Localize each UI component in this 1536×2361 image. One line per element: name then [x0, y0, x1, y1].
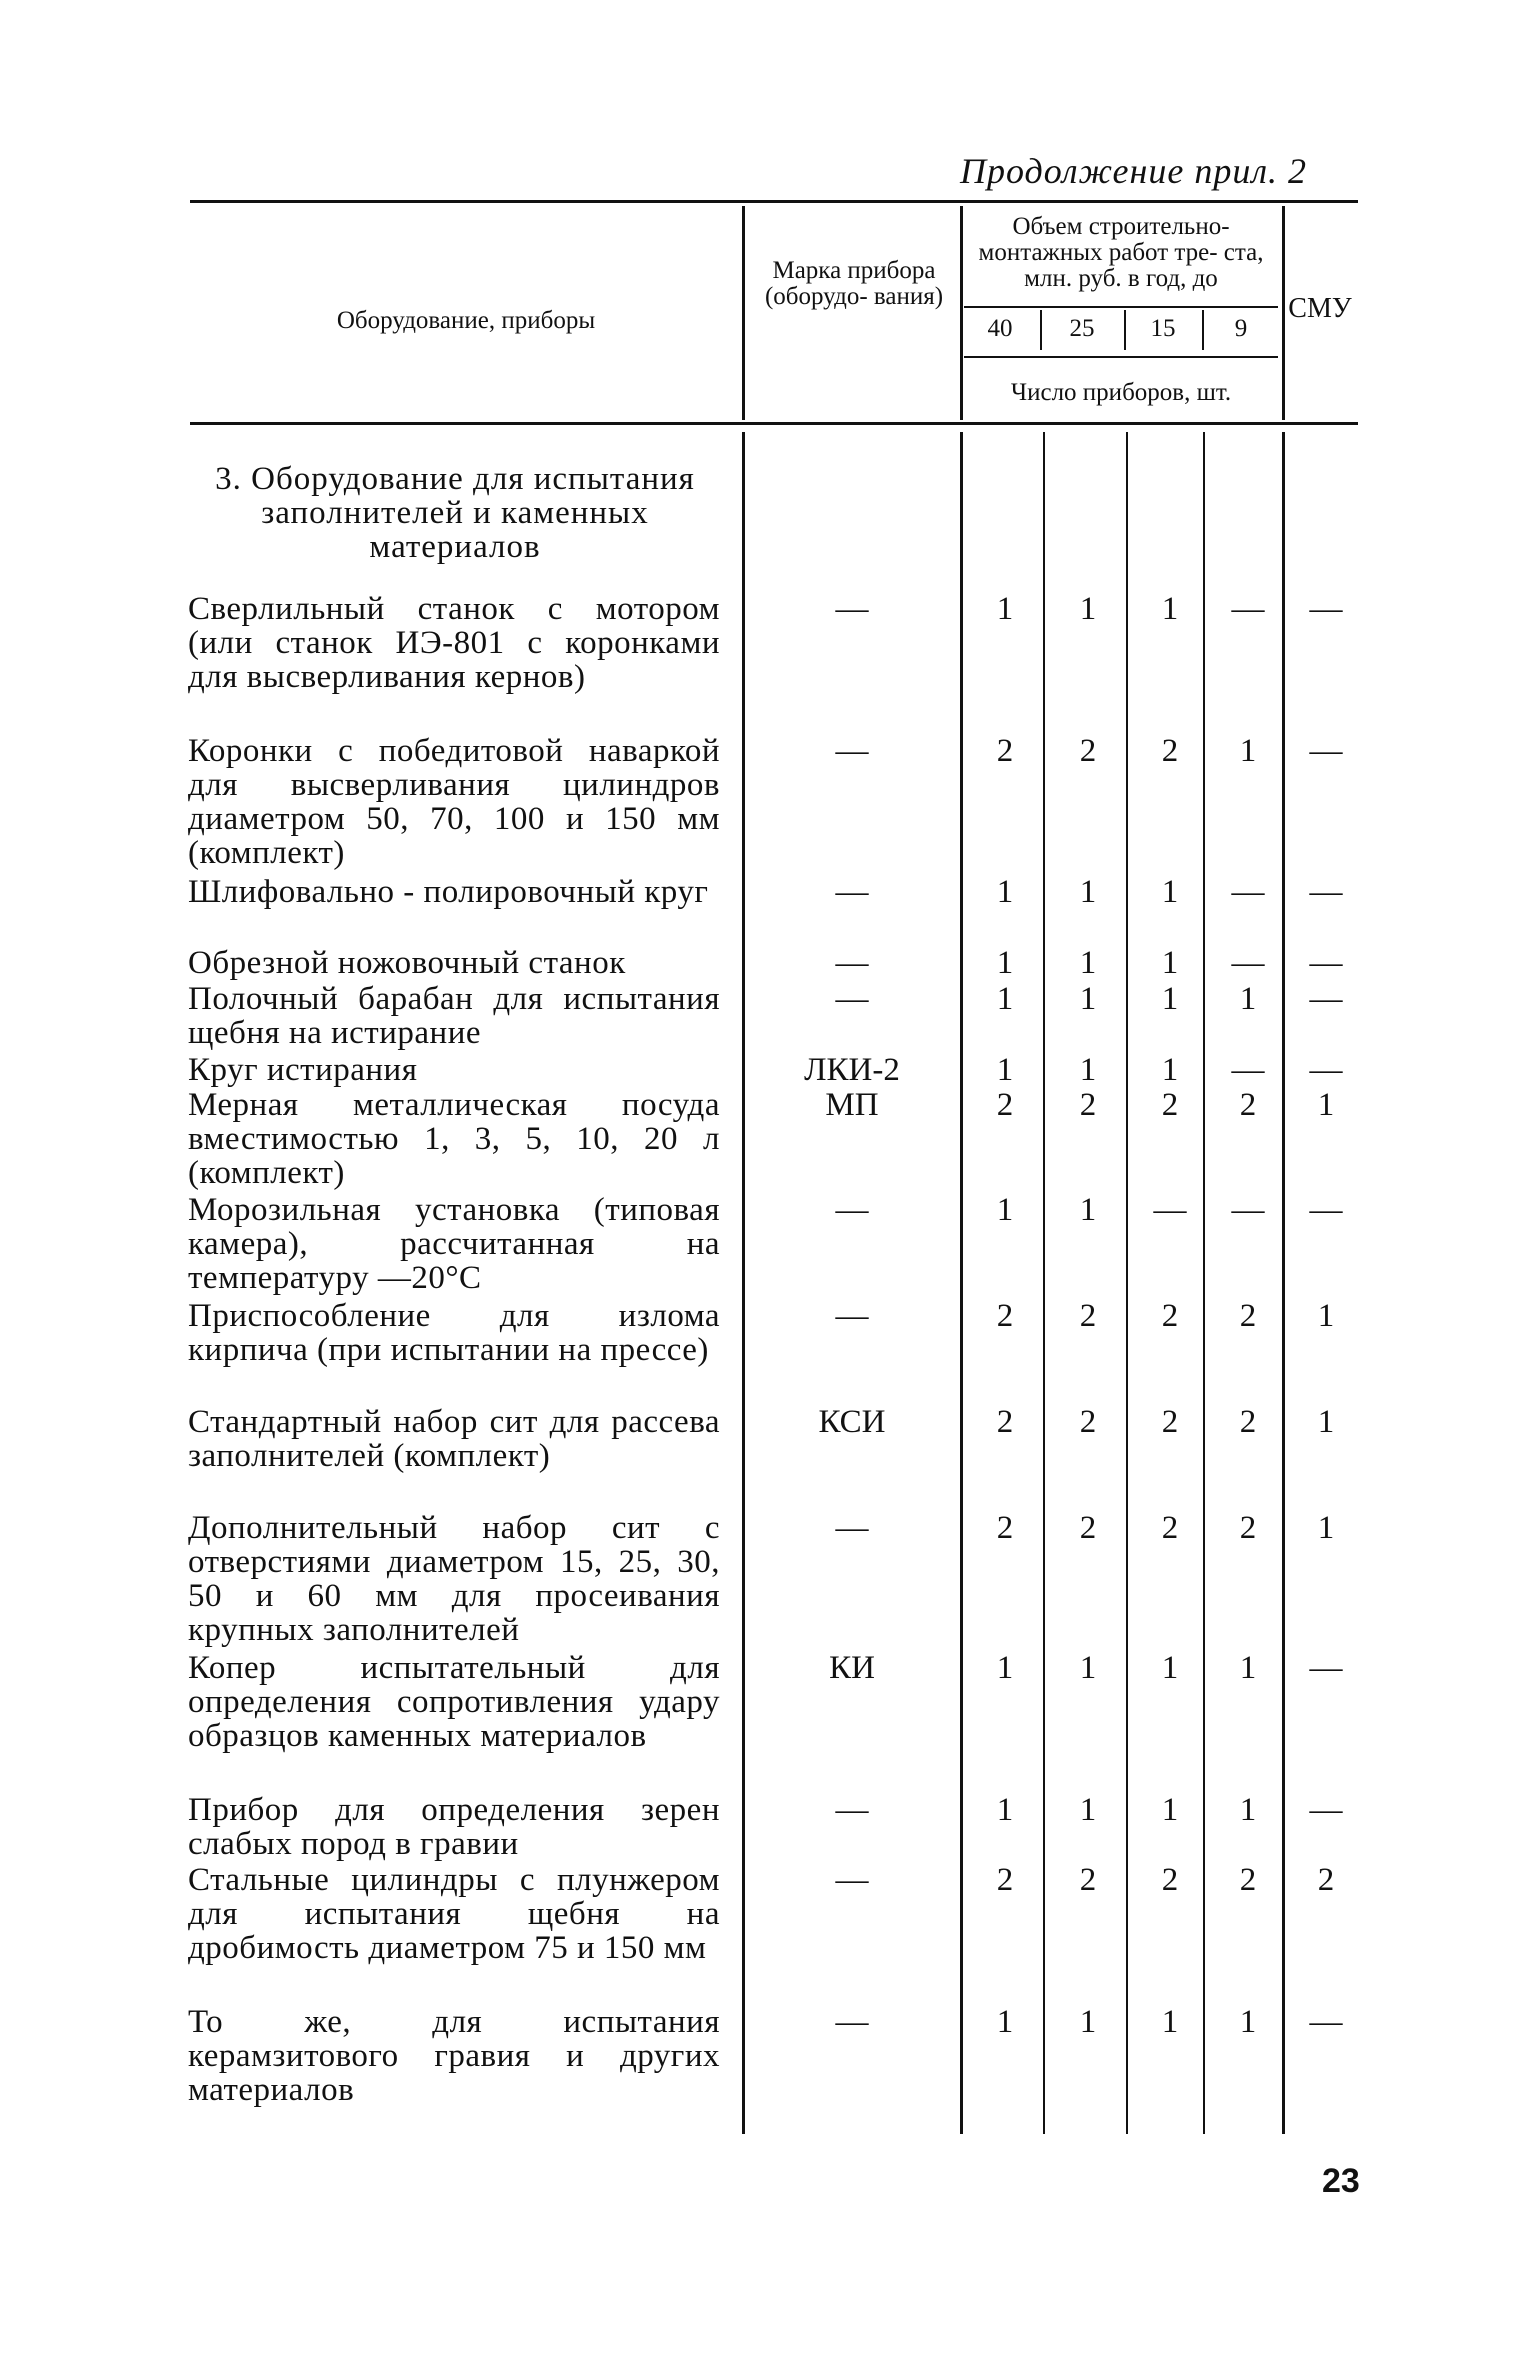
- row-cell-v40: 2: [996, 1510, 1014, 1546]
- row-name: Мерная металлическая посуда вместимостью 1, 3, 5, 10, 20 л (комплект): [188, 1087, 720, 1191]
- row-cell-v25: 1: [1079, 591, 1097, 627]
- row-cell-v15: 1: [1161, 1792, 1179, 1828]
- row-cell-v25: 1: [1079, 1792, 1097, 1828]
- row-name: Круг истирания: [188, 1052, 418, 1088]
- row-cell-v25: 1: [1079, 1192, 1097, 1228]
- row-cell-smu: —: [1309, 874, 1343, 910]
- body-divider-25: [1126, 432, 1128, 2134]
- row-cell-v15: 1: [1161, 1052, 1179, 1088]
- row-cell-v9: 2: [1239, 1510, 1257, 1546]
- row-cell-brand: —: [835, 2004, 869, 2040]
- row-cell-v9: 1: [1239, 981, 1257, 1017]
- row-cell-v9: 1: [1239, 2004, 1257, 2040]
- row-cell-v40: 1: [996, 1792, 1014, 1828]
- row-cell-smu: —: [1309, 981, 1343, 1017]
- row-cell-v40: 1: [996, 874, 1014, 910]
- row-name: Дополнительный набор сит с отверстиями диаметром 15, 25, 30, 50 и 60 мм для просеивания крупных заполнителей: [188, 1510, 720, 1648]
- row-cell-v25: 1: [1079, 1650, 1097, 1686]
- row-cell-smu: —: [1309, 945, 1343, 981]
- row-cell-v15: 1: [1161, 2004, 1179, 2040]
- row-cell-smu: —: [1309, 2004, 1343, 2040]
- header-bottom-rule: [190, 422, 1358, 425]
- row-name: То же, для испытания керамзитового гравия и других материалов: [188, 2004, 720, 2108]
- row-name: Приспособление для излома кирпича (при испытании на прессе): [188, 1298, 720, 1368]
- header-col-40: 40: [987, 315, 1013, 342]
- row-cell-v40: 1: [996, 2004, 1014, 2040]
- row-name: Копер испытательный для определения сопротивления удару образцов каменных материалов: [188, 1650, 720, 1754]
- row-cell-brand: —: [835, 1510, 869, 1546]
- row-cell-brand: —: [835, 1298, 869, 1334]
- row-cell-brand: —: [835, 1192, 869, 1228]
- row-cell-v9: 1: [1239, 1792, 1257, 1828]
- row-cell-v15: 1: [1161, 1650, 1179, 1686]
- row-cell-smu: —: [1309, 1052, 1343, 1088]
- body-divider-equipment: [742, 432, 745, 2134]
- row-cell-v25: 2: [1079, 733, 1097, 769]
- row-cell-v40: 1: [996, 1052, 1014, 1088]
- row-cell-v15: 2: [1161, 1087, 1179, 1123]
- row-cell-v40: 1: [996, 1192, 1014, 1228]
- row-cell-v9: —: [1231, 591, 1265, 627]
- header-count-label: Число приборов, шт.: [1010, 379, 1232, 406]
- header-volume-title: Объем строительно- монтажных работ тре- ста, млн. руб. в год, до: [978, 213, 1264, 292]
- row-name: Сверлильный станок с мотором (или станок ИЭ-801 с коронками для высверливания кернов): [188, 591, 720, 695]
- row-cell-v40: 2: [996, 1404, 1014, 1440]
- row-name: Морозильная установка (типовая камера), рассчитанная на температуру —20°С: [188, 1192, 720, 1296]
- row-cell-v15: 2: [1161, 733, 1179, 769]
- row-cell-brand: —: [835, 945, 869, 981]
- row-cell-v25: 1: [1079, 945, 1097, 981]
- continuation-label: Продолжение прил. 2: [960, 151, 1308, 191]
- row-cell-brand: —: [835, 874, 869, 910]
- row-cell-v40: 2: [996, 1298, 1014, 1334]
- section-title: 3. Оборудование для испытания заполнителей и каменных материалов: [215, 461, 695, 565]
- row-cell-v9: 2: [1239, 1404, 1257, 1440]
- row-cell-v40: 1: [996, 945, 1014, 981]
- row-name: Стальные цилиндры с плунжером для испытания щебня на дробимость диаметром 75 и 150 мм: [188, 1862, 720, 1966]
- row-cell-smu: 2: [1317, 1862, 1335, 1898]
- header-col-9: 9: [1234, 315, 1248, 342]
- row-cell-smu: —: [1309, 1792, 1343, 1828]
- row-cell-v15: 2: [1161, 1404, 1179, 1440]
- row-name: Стандартный набор сит для рассева заполнителей (комплект): [188, 1404, 720, 1474]
- row-cell-brand: КИ: [829, 1650, 875, 1686]
- row-cell-v9: 2: [1239, 1862, 1257, 1898]
- row-name: Шлифовально - полировочный круг: [188, 874, 709, 910]
- page-number: 23: [1322, 2162, 1360, 2200]
- row-cell-brand: МП: [825, 1087, 879, 1123]
- row-cell-brand: —: [835, 591, 869, 627]
- row-cell-v40: 2: [996, 1087, 1014, 1123]
- row-name: Коронки с победитовой наваркой для высверливания цилиндров диаметром 50, 70, 100 и 150 мм (комплект): [188, 733, 720, 871]
- row-name: Полочный барабан для испытания щебня на истирание: [188, 981, 720, 1051]
- row-cell-v15: 1: [1161, 945, 1179, 981]
- row-cell-brand: ЛКИ-2: [804, 1052, 900, 1088]
- body-divider-9: [1282, 432, 1285, 2134]
- row-cell-v15: 2: [1161, 1510, 1179, 1546]
- row-cell-v25: 2: [1079, 1510, 1097, 1546]
- row-cell-v40: 1: [996, 1650, 1014, 1686]
- row-cell-v40: 2: [996, 1862, 1014, 1898]
- row-cell-v15: —: [1153, 1192, 1187, 1228]
- header-col-15: 15: [1150, 315, 1176, 342]
- row-cell-v25: 2: [1079, 1862, 1097, 1898]
- row-cell-v9: 1: [1239, 1650, 1257, 1686]
- row-cell-v9: —: [1231, 874, 1265, 910]
- row-cell-v9: —: [1231, 945, 1265, 981]
- body-divider-brand: [960, 432, 963, 2134]
- row-cell-v25: 1: [1079, 874, 1097, 910]
- header-equipment: Оборудование, приборы: [336, 307, 596, 334]
- row-cell-brand: —: [835, 981, 869, 1017]
- row-cell-v25: 2: [1079, 1404, 1097, 1440]
- row-cell-v15: 1: [1161, 981, 1179, 1017]
- row-cell-v25: 1: [1079, 981, 1097, 1017]
- row-cell-v9: —: [1231, 1052, 1265, 1088]
- row-cell-v15: 1: [1161, 591, 1179, 627]
- header-divider-1: [742, 206, 745, 420]
- header-top-rule: [190, 200, 1358, 203]
- row-cell-v25: 1: [1079, 1052, 1097, 1088]
- row-cell-smu: 1: [1317, 1087, 1335, 1123]
- row-cell-smu: 1: [1317, 1510, 1335, 1546]
- volume-col-sep-2: [1124, 310, 1126, 350]
- header-smu: СМУ: [1288, 293, 1352, 324]
- row-cell-smu: 1: [1317, 1298, 1335, 1334]
- row-cell-v9: 1: [1239, 733, 1257, 769]
- row-cell-v40: 1: [996, 591, 1014, 627]
- row-cell-v9: 2: [1239, 1087, 1257, 1123]
- row-cell-smu: —: [1309, 591, 1343, 627]
- row-cell-smu: —: [1309, 1650, 1343, 1686]
- row-cell-v15: 2: [1161, 1298, 1179, 1334]
- row-cell-v25: 1: [1079, 2004, 1097, 2040]
- row-cell-smu: —: [1309, 1192, 1343, 1228]
- row-cell-smu: 1: [1317, 1404, 1335, 1440]
- row-cell-smu: —: [1309, 733, 1343, 769]
- row-cell-brand: —: [835, 733, 869, 769]
- volume-cols-rule-bottom: [964, 356, 1278, 358]
- row-cell-brand: —: [835, 1792, 869, 1828]
- row-cell-v40: 1: [996, 981, 1014, 1017]
- body-divider-40: [1043, 432, 1045, 2134]
- volume-col-sep-3: [1202, 310, 1204, 350]
- row-name: Прибор для определения зерен слабых пород в гравии: [188, 1792, 720, 1862]
- row-cell-v25: 2: [1079, 1087, 1097, 1123]
- volume-cols-rule-top: [964, 306, 1278, 308]
- row-cell-v25: 2: [1079, 1298, 1097, 1334]
- row-cell-brand: —: [835, 1862, 869, 1898]
- header-brand: Марка прибора (оборудо- вания): [764, 257, 944, 310]
- row-name: Обрезной ножовочный станок: [188, 945, 626, 981]
- row-cell-v15: 2: [1161, 1862, 1179, 1898]
- volume-col-sep-1: [1040, 310, 1042, 350]
- row-cell-v9: —: [1231, 1192, 1265, 1228]
- row-cell-v15: 1: [1161, 874, 1179, 910]
- body-divider-15: [1203, 432, 1205, 2134]
- row-cell-v9: 2: [1239, 1298, 1257, 1334]
- row-cell-v40: 2: [996, 733, 1014, 769]
- row-cell-brand: КСИ: [818, 1404, 886, 1440]
- header-col-25: 25: [1069, 315, 1095, 342]
